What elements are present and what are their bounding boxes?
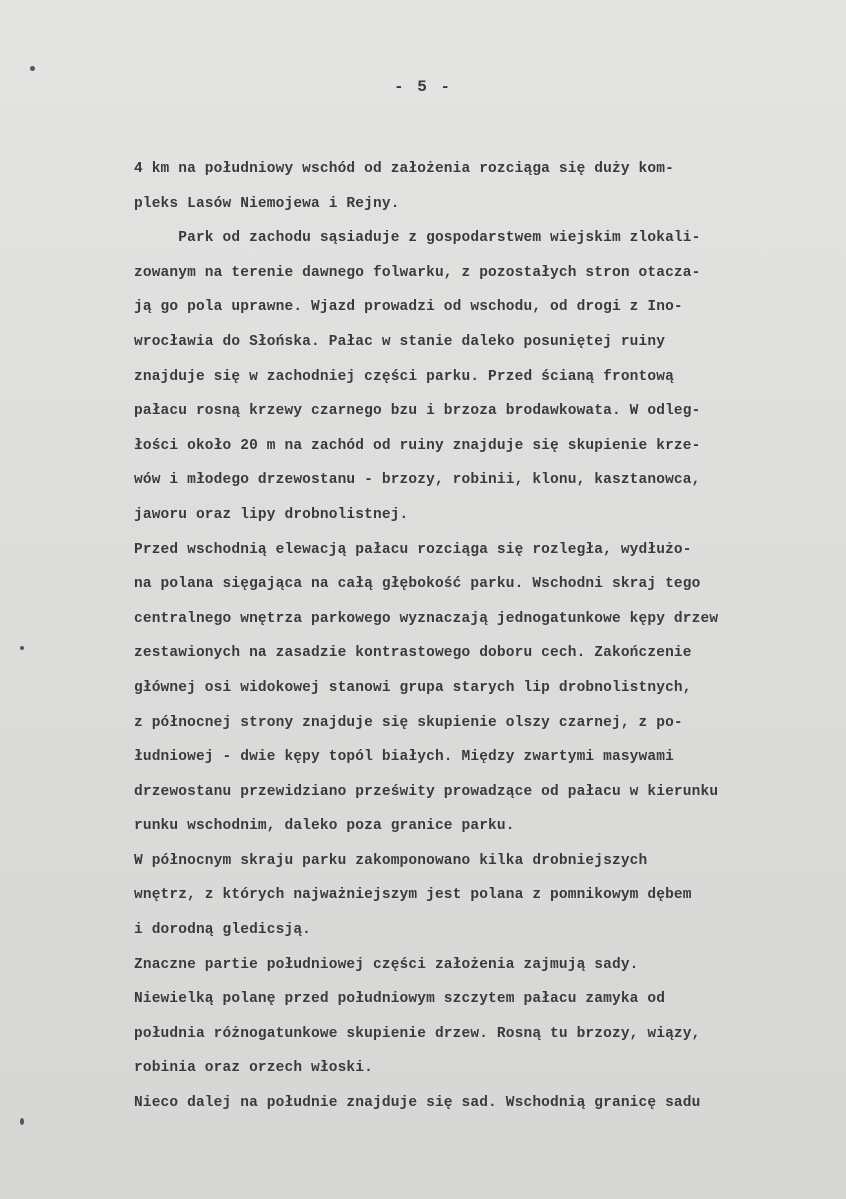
text-line: jaworu oraz lipy drobnolistnej. [134, 506, 409, 523]
text-line: wów i młodego drzewostanu - brzozy, robinii, klonu, kasztanowca, [134, 472, 701, 489]
text-line: z północnej strony znajduje się skupienie olszy czarnej, z po- [134, 714, 683, 731]
text-line: drzewostanu przewidziano prześwity prowadzące od pałacu w kierunku [134, 783, 719, 800]
text-line: robinia oraz orzech włoski. [134, 1060, 373, 1077]
text-line: centralnego wnętrza parkowego wyznaczają jednogatunkowe kępy drzew [134, 610, 719, 627]
text-line: pleks Lasów Niemojewa i Rejny. [134, 195, 400, 212]
text-line: na polana sięgająca na całą głębokość parku. Wschodni skraj tego [134, 576, 701, 593]
text-line: znajduje się w zachodniej części parku. Przed ścianą frontową [134, 368, 674, 385]
text-line: wnętrz, z których najważniejszym jest polana z pomnikowym dębem [134, 887, 692, 904]
text-line: i dorodną gledicsją. [134, 922, 312, 939]
text-line: Park od zachodu sąsiaduje z gospodarstwem wiejskim zlokali- [134, 230, 701, 247]
text-line: Niewielką polanę przed południowym szczytem pałacu zamyka od [134, 991, 666, 1008]
text-line: Przed wschodnią elewacją pałacu rozciąga się rozległa, wydłużo- [134, 541, 692, 558]
text-line: runku wschodnim, daleko poza granice parku. [134, 818, 515, 835]
text-line: ją go pola uprawne. Wjazd prowadzi od wschodu, od drogi z Ino- [134, 299, 683, 316]
text-line: wrocławia do Słońska. Pałac w stanie daleko posuniętej ruiny [134, 333, 666, 350]
text-line: Znaczne partie południowej części założenia zajmują sady. [134, 956, 639, 973]
text-line: południa różnogatunkowe skupienie drzew. Rosną tu brzozy, wiązy, [134, 1025, 701, 1042]
page-number: - 5 - [393, 78, 452, 96]
punch-mark [20, 1118, 24, 1125]
text-line: łości około 20 m na zachód od ruiny znajduje się skupienie krze- [134, 437, 701, 454]
text-line: zowanym na terenie dawnego folwarku, z pozostałych stron otacza- [134, 264, 701, 281]
text-line: zestawionych na zasadzie kontrastowego doboru cech. Zakończenie [134, 645, 692, 662]
text-line: W północnym skraju parku zakomponowano kilka drobniejszych [134, 852, 648, 869]
text-line: 4 km na południowy wschód od założenia rozciąga się duży kom- [134, 161, 674, 177]
punch-mark [30, 66, 35, 71]
text-line: pałacu rosną krzewy czarnego bzu i brzoza brodawkowata. W odleg- [134, 403, 701, 420]
body-text [134, 152, 834, 1121]
text-line: łudniowej - dwie kępy topól białych. Między zwartymi masywami [134, 749, 674, 766]
text-line: głównej osi widokowej stanowi grupa starych lip drobnolistnych, [134, 679, 692, 696]
text-line: Nieco dalej na południe znajduje się sad. Wschodnią granicę sadu [134, 1095, 701, 1112]
punch-mark [20, 646, 24, 650]
